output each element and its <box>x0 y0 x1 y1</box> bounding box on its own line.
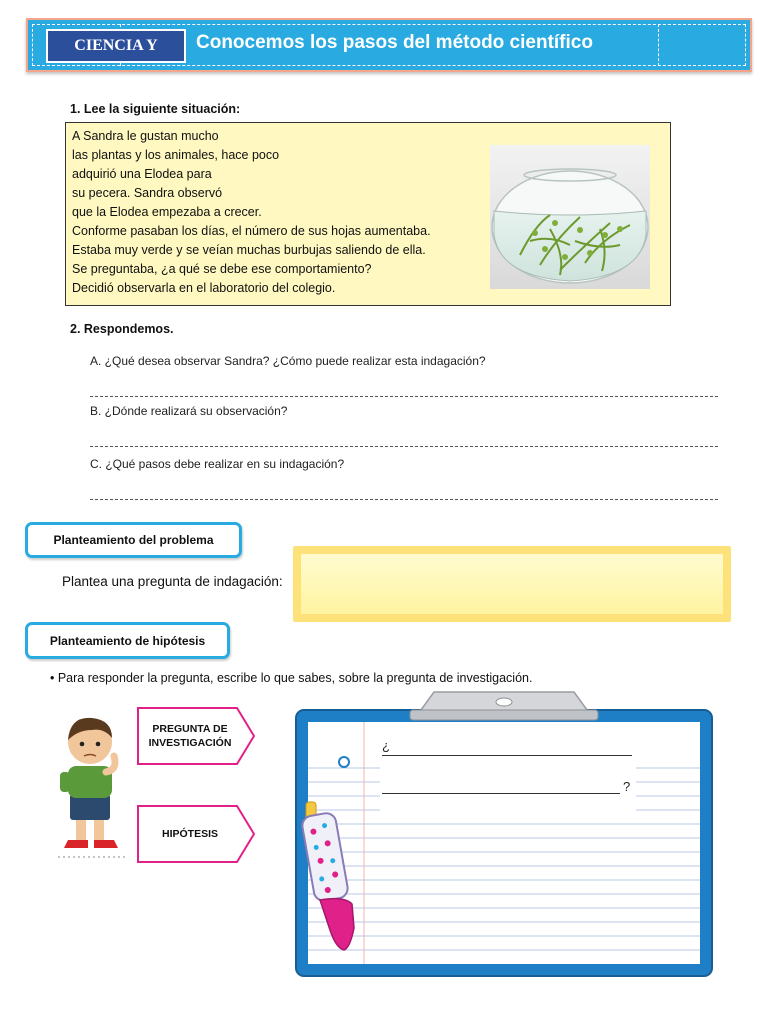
fishbowl-image <box>490 145 650 289</box>
situation-line: Conforme pasaban los días, el número de sus hojas aumentaba. <box>72 224 431 238</box>
question-b: B. ¿Dónde realizará su observación? <box>90 404 288 418</box>
section-1-title: 1. Lee la siguiente situación: <box>70 102 241 116</box>
hypothesis-arrow-label: HIPÓTESIS <box>161 828 218 840</box>
question-arrow-label: PREGUNTA DE INVESTIGACIÓN <box>148 723 232 749</box>
situation-line: Decidió observarla en el laboratorio del colegio. <box>72 281 336 295</box>
question-c: C. ¿Qué pasos debe realizar en su indagación? <box>90 457 345 471</box>
header-divider <box>658 24 659 66</box>
page-title: Conocemos los pasos del método científico <box>196 32 593 53</box>
situation-line: A Sandra le gustan mucho <box>72 129 219 143</box>
problem-answer-field[interactable] <box>301 554 723 614</box>
problem-label: Planteamiento del problema <box>25 522 242 558</box>
clipboard-question-line-1[interactable] <box>382 738 632 756</box>
situation-line: Se preguntaba, ¿a qué se debe ese comportamiento? <box>72 262 372 276</box>
situation-line: Estaba muy verde y se veían muchas burbujas saliendo de ella. <box>72 243 426 257</box>
answer-line-a[interactable] <box>90 396 718 397</box>
situation-line: las plantas y los animales, hace poco <box>72 148 280 162</box>
situation-line: adquirió una Elodea para <box>72 167 212 181</box>
section-2-title: 2. Respondemos. <box>70 322 174 336</box>
situation-text <box>72 127 431 298</box>
hypothesis-instruction: • Para responder la pregunta, escribe lo que sabes, sobre la pregunta de investigación. <box>50 671 533 685</box>
answer-line-b[interactable] <box>90 446 718 447</box>
close-question-mark: ? <box>623 779 631 794</box>
subject-label: CIENCIA Y <box>46 29 186 63</box>
answer-line-c[interactable] <box>90 499 718 500</box>
question-a: A. ¿Qué desea observar Sandra? ¿Cómo puede realizar esta indagación? <box>90 354 486 368</box>
thinking-boy-illustration <box>52 712 132 862</box>
header-banner <box>26 18 752 72</box>
situation-box <box>65 122 671 306</box>
pen-icon <box>298 800 362 952</box>
clipboard-question-line-2[interactable] <box>382 776 620 794</box>
open-question-mark: ¿ <box>382 738 390 753</box>
problem-prompt: Plantea una pregunta de indagación: <box>62 574 283 589</box>
situation-line: su pecera. Sandra observó <box>72 186 223 200</box>
situation-line: que la Elodea empezaba a crecer. <box>72 205 262 219</box>
hypothesis-label: Planteamiento de hipótesis <box>25 622 230 659</box>
problem-answer-box[interactable] <box>293 546 731 622</box>
